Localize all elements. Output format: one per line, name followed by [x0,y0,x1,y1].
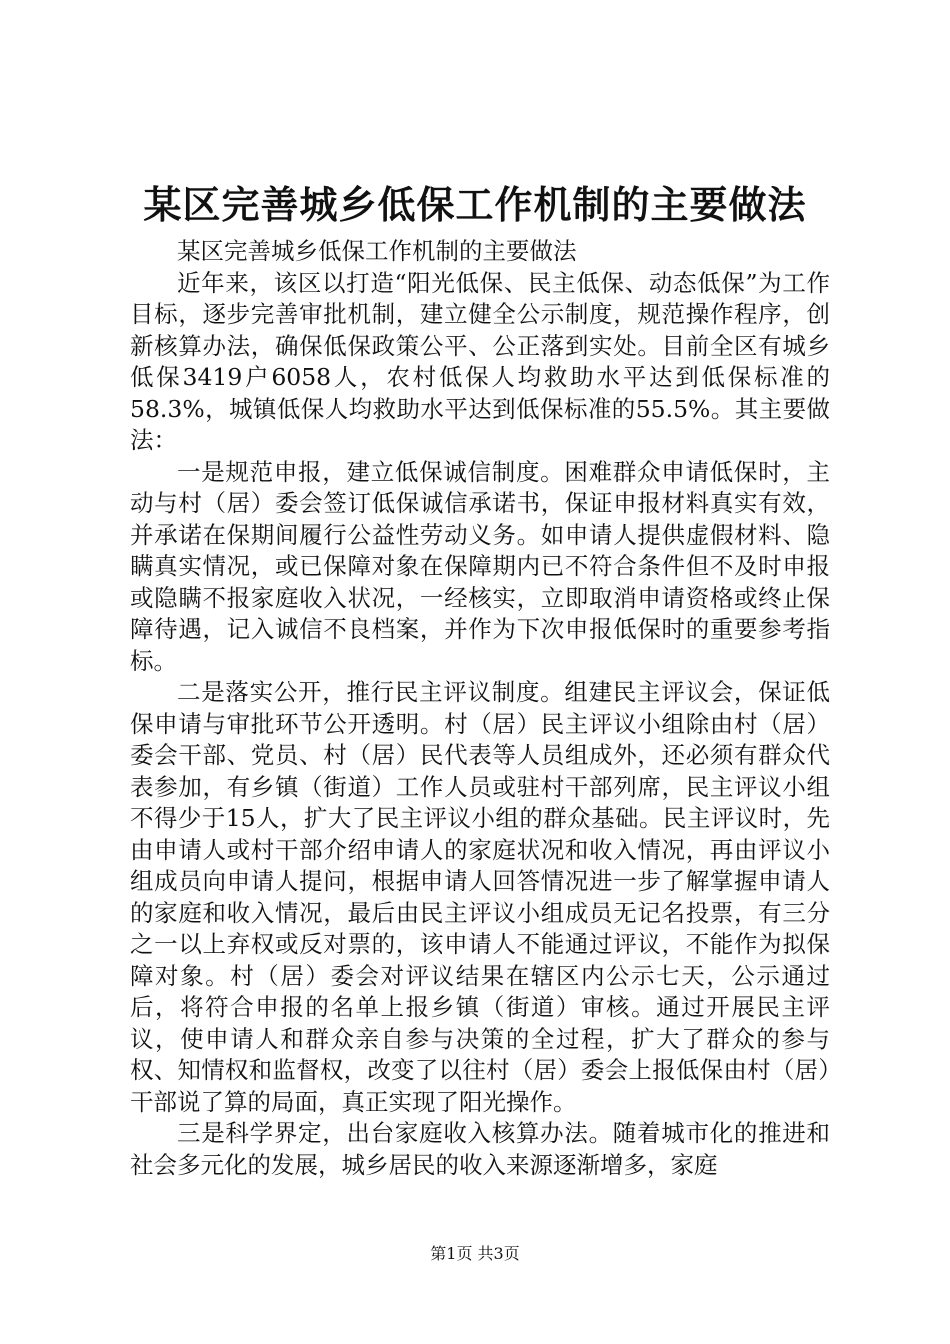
paragraph-intro: 近年来，该区以打造“阳光低保、民主低保、动态低保”为工作目标，逐步完善审批机制，建立健全公示制度，规范操作程序，创新核算办法，确保低保政策公平、公正落到实处。目前全区有城乡低保3419户6058人，农村低保人均救助水平达到低保标准的58.3%，城镇低保人均救助水平达到低保标准的55.5%。其主要做法： [130,268,830,454]
paragraph-point-one: 一是规范申报，建立低保诚信制度。困难群众申请低保时，主动与村（居）委会签订低保诚信承诺书，保证申报材料真实有效，并承诺在保期间履行公益性劳动义务。如申请人提供虚假材料、隐瞒真实情况，或已保障对象在保障期内已不符合条件但不及时申报或隐瞒不报家庭收入状况，一经核实，立即取消申请资格或终止保障待遇，记入诚信不良档案，并作为下次申报低保时的重要参考指标。 [130,457,830,675]
paragraph-point-three: 三是科学界定，出台家庭收入核算办法。随着城市化的推进和社会多元化的发展，城乡居民的收入来源逐渐增多，家庭 [130,1119,830,1179]
document-body [130,236,830,1181]
paragraph-subtitle: 某区完善城乡低保工作机制的主要做法 [177,237,577,265]
paragraph-point-two: 二是落实公开，推行民主评议制度。组建民主评议会，保证低保申请与审批环节公开透明。村（居）民主评议小组除由村（居）委会干部、党员、村（居）民代表等人员组成外，还必须有群众代表参加，有乡镇（街道）工作人员或驻村干部列席，民主评议小组不得少于15人，扩大了民主评议小组的群众基础。民主评议时，先由申请人或村干部介绍申请人的家庭状况和收入情况，再由评议小组成员向申请人提问，根据申请人回答情况进一步了解掌握申请人的家庭和收入情况，最后由民主评议小组成员无记名投票，有三分之一以上弃权或反对票的，该申请人不能通过评议，不能作为拟保障对象。村（居）委会对评议结果在辖区内公示七天，公示通过后，将符合申报的名单上报乡镇（街道）审核。通过开展民主评议，使申请人和群众亲自参与决策的全过程，扩大了群众的参与权、知情权和监督权，改变了以往村（居）委会上报低保由村（居）干部说了算的局面，真正实现了阳光操作。 [130,678,830,1116]
document-title: 某区完善城乡低保工作机制的主要做法 [143,182,807,227]
page-footer: 第1页 共3页 [430,1244,520,1263]
